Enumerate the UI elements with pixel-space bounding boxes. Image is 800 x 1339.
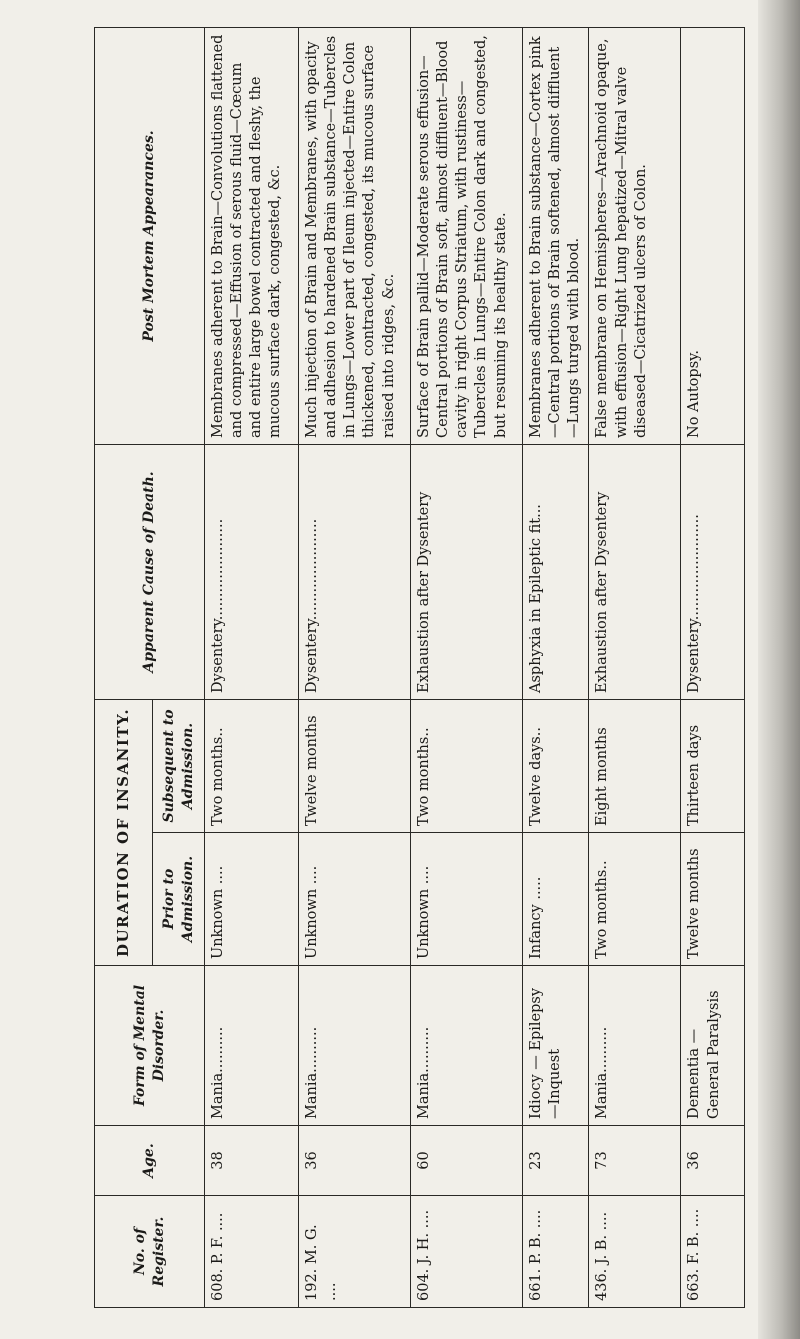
subsequent-cell: Eight months <box>589 699 681 832</box>
form-cell: Mania.......... <box>411 966 523 1126</box>
prior-cell: Unknown .... <box>299 833 411 966</box>
table-row <box>681 27 745 1307</box>
register-cell: 436. J. B. .... <box>589 1196 681 1308</box>
age-cell: 23 <box>523 1126 589 1196</box>
age-cell: 36 <box>681 1126 745 1196</box>
cause-cell: Asphyxia in Epileptic fit... <box>523 444 589 699</box>
table-row <box>299 27 411 1307</box>
prior-cell: Two months.. <box>589 833 681 966</box>
table-row <box>523 27 589 1307</box>
subsequent-cell: Two months.. <box>205 699 299 832</box>
post-mortem-register-table <box>94 27 745 1308</box>
cause-cell: Dysentery...................... <box>299 444 411 699</box>
header-post-mortem: Post Mortem Appearances. <box>95 27 205 444</box>
register-cell: 604. J. H. .... <box>411 1196 523 1308</box>
register-cell: 192. M. G. .... <box>299 1196 411 1308</box>
post-mortem-cell: False membrane on Hemispheres—Arachnoid opaque, with effusion—Right Lung hepatized—Mitral valve diseased—Cicatrized ulcers of Colon. <box>589 27 681 444</box>
header-duration: DURATION OF INSANITY. <box>95 699 153 965</box>
prior-cell: Twelve months <box>681 833 745 966</box>
subsequent-cell: Twelve days.. <box>523 699 589 832</box>
cause-cell: Exhaustion after Dysentery <box>589 444 681 699</box>
age-cell: 38 <box>205 1126 299 1196</box>
register-cell: 663. F. B. .... <box>681 1196 745 1308</box>
post-mortem-cell: No Autopsy. <box>681 27 745 444</box>
post-mortem-cell: Membranes adherent to Brain—Convolutions flattened and compressed—Effusion of serous fluid—Cœcum and entire large bowel contracted and fleshy, the mucous surface dark, congested, &c. <box>205 27 299 444</box>
form-cell: Mania.......... <box>299 966 411 1126</box>
cause-cell: Dysentery...................... <box>205 444 299 699</box>
table-row <box>411 27 523 1307</box>
cause-cell: Dysentery....................... <box>681 444 745 699</box>
post-mortem-cell: Surface of Brain pallid—Moderate serous effusion—Central portions of Brain soft, almost diffluent—Blood cavity in right Corpus Striatum, with rustiness—Tubercles in Lungs—Entire Colon dark and congested, but resuming its healthy state. <box>411 27 523 444</box>
form-cell: Mania.......... <box>589 966 681 1126</box>
age-cell: 36 <box>299 1126 411 1196</box>
header-subsequent: Subsequent to Admission. <box>153 699 205 832</box>
prior-cell: Infancy ..... <box>523 833 589 966</box>
scan-page-edge <box>758 0 800 1339</box>
register-cell: 608. P. F. .... <box>205 1196 299 1308</box>
post-mortem-cell: Membranes adherent to Brain substance—Cortex pink—Central portions of Brain softened, almost diffluent—Lungs turged with blood. <box>523 27 589 444</box>
age-cell: 73 <box>589 1126 681 1196</box>
subsequent-cell: Twelve months <box>299 699 411 832</box>
table-row <box>205 27 299 1307</box>
post-mortem-cell: Much injection of Brain and Membranes, with opacity and adhesion to hardened Brain substance—Tubercles in Lungs—Lower part of Ileum injected—Entire Colon thickened, contracted, congested, its mucous surface raised into ridges, &c. <box>299 27 411 444</box>
form-cell: Idiocy — Epilepsy —Inquest <box>523 966 589 1126</box>
header-form: Form of Mental Disorder. <box>95 966 205 1126</box>
header-cause: Apparent Cause of Death. <box>95 444 205 699</box>
age-cell: 60 <box>411 1126 523 1196</box>
header-age: Age. <box>95 1126 205 1196</box>
register-cell: 661. P. B. .... <box>523 1196 589 1308</box>
cause-cell: Exhaustion after Dysentery <box>411 444 523 699</box>
subsequent-cell: Thirteen days <box>681 699 745 832</box>
prior-cell: Unknown .... <box>205 833 299 966</box>
form-cell: Mania.......... <box>205 966 299 1126</box>
table-row <box>589 27 681 1307</box>
header-register: No. of Register. <box>95 1196 205 1308</box>
prior-cell: Unknown .... <box>411 833 523 966</box>
register-table-rotated <box>94 28 744 1308</box>
header-prior: Prior to Admission. <box>153 833 205 966</box>
form-cell: Dementia —General Paralysis <box>681 966 745 1126</box>
subsequent-cell: Two months.. <box>411 699 523 832</box>
